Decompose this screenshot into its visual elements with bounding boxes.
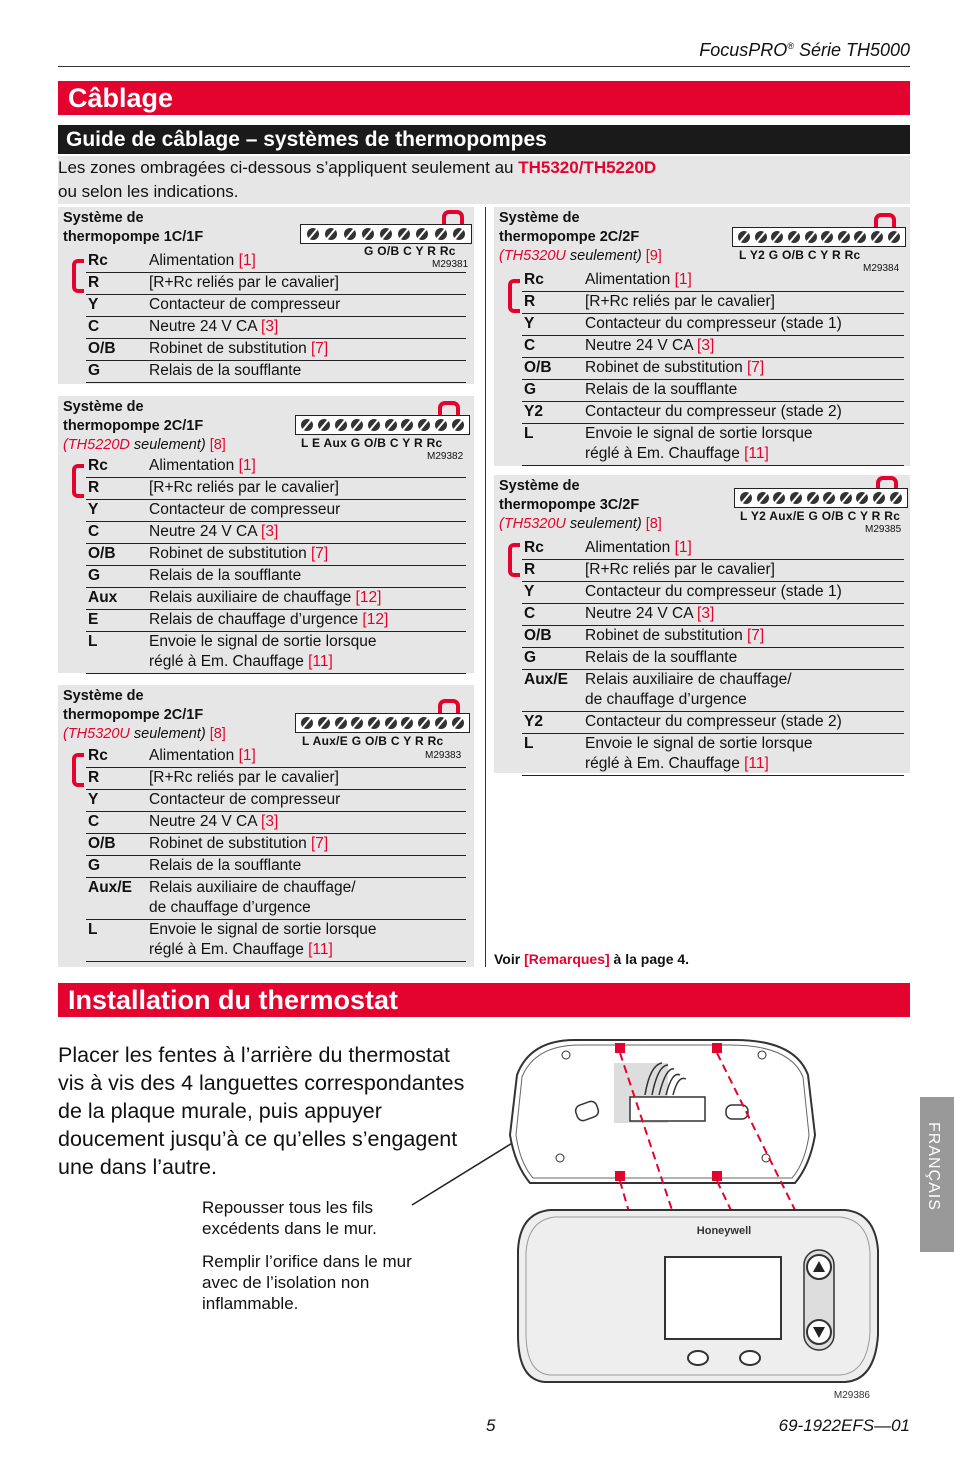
button-left-icon: [688, 1351, 708, 1365]
terminal-labels: L Y2 Aux/E G O/B C Y R Rc: [740, 509, 901, 523]
table-row: O/B Robinet de substitution [7]: [86, 544, 466, 566]
tab-marker-icon: [615, 1043, 625, 1053]
table-row: R [R+Rc reliés par le cavalier]: [522, 560, 904, 582]
wiring-table: [86, 746, 466, 962]
table-row: Y2 Contacteur du compresseur (stade 2): [522, 402, 904, 424]
jumper-bracket-icon: [72, 753, 84, 787]
table-row: E Relais de chauffage d’urgence [12]: [86, 610, 466, 632]
remarks-link[interactable]: [Remarques]: [524, 951, 610, 967]
table-row: Rc Alimentation [1]: [86, 746, 466, 768]
wiring-table: [522, 270, 904, 466]
table-row: R [R+Rc reliés par le cavalier]: [86, 273, 466, 295]
terminal-labels: L Y2 G O/B C Y R Rc: [739, 248, 861, 262]
install-tip-wires: Repousser tous les fils excédents dans le mur.: [202, 1198, 377, 1238]
terminal-labels: L Aux/E G O/B C Y R Rc: [302, 734, 444, 748]
table-row: R [R+Rc reliés par le cavalier]: [86, 478, 466, 500]
terminal-block-icon: [300, 224, 472, 244]
table-row: C Neutre 24 V CA [3]: [86, 317, 466, 339]
panel-2c1f-th5220d: Système de thermopompe 2C/1F (TH5220D seulement) [8] L E Aux G O/B C Y R Rc M29382 Rc Alimentation [1] R [R+Rc reliés par le cavalier] Y Contacteur de compresseur C Neutre 24 V CA [3] O/B Robinet de substitution [7] G Relais de la soufflante Aux Relais auxiliaire de chauffage [12] E Relais de chauffage d’urgence [12] L Envoie le signal de sortie lorsque réglé à Em. Chauffage [11]: [58, 396, 474, 673]
table-row: Y Contacteur de compresseur: [86, 790, 466, 812]
panel-title-line2: thermopompe 1C/1F: [63, 229, 204, 245]
terminal-labels: G O/B C Y R Rc: [364, 244, 456, 258]
jumper-icon: [874, 213, 896, 227]
guide-title: Guide de câblage – systèmes de thermopompes: [58, 125, 910, 154]
diagram-code: M29381: [432, 259, 469, 270]
language-tab: FRANÇAIS: [920, 1097, 954, 1252]
table-row: G Relais de la soufflante: [86, 856, 466, 878]
wiring-table: [522, 538, 904, 776]
tab-marker-icon: [712, 1171, 722, 1181]
table-row: O/B Robinet de substitution [7]: [522, 626, 904, 648]
table-row: C Neutre 24 V CA [3]: [522, 336, 904, 358]
thermostat-illustration: [400, 1035, 900, 1405]
table-row: L Envoie le signal de sortie lorsque réglé à Em. Chauffage [11]: [522, 734, 904, 776]
table-row: G Relais de la soufflante: [86, 566, 466, 588]
install-tip-insulation: Remplir l’orifice dans le mur avec de l’isolation non inflammable.: [202, 1252, 412, 1313]
guide-intro: Les zones ombragées ci-dessous s’appliquent seulement au TH5320/TH5220D ou selon les indications.: [58, 156, 910, 204]
table-row: C Neutre 24 V CA [3]: [522, 604, 904, 626]
tab-marker-icon: [615, 1171, 625, 1181]
panel-1c1f: [58, 207, 474, 384]
section-installation-title: Installation du thermostat: [58, 983, 910, 1017]
jumper-bracket-icon: [508, 279, 520, 313]
table-row: L Envoie le signal de sortie lorsque réglé à Em. Chauffage [11]: [522, 424, 904, 466]
column-divider: [485, 207, 486, 967]
table-row: Rc Alimentation [1]: [522, 538, 904, 560]
table-row: L Envoie le signal de sortie lorsque réglé à Em. Chauffage [11]: [86, 632, 466, 674]
install-instruction: Placer les fentes à l’arrière du thermostat vis à vis des 4 languettes correspondantes de la plaque murale, puis appuyer doucement jusqu’à ce qu’elles s’engagent une dans l’autre.: [58, 1043, 465, 1179]
illustration-code: M29386: [833, 1390, 870, 1401]
terminal-block-icon: [732, 227, 906, 247]
wiring-table: [86, 456, 466, 674]
table-row: Y Contacteur du compresseur (stade 1): [522, 582, 904, 604]
table-row: Aux/E Relais auxiliaire de chauffage/ de chauffage d’urgence: [522, 670, 904, 712]
header-rule: [58, 66, 910, 67]
wiring-table: [86, 251, 469, 383]
table-row: Rc Alimentation [1]: [86, 456, 466, 478]
tab-marker-icon: [712, 1043, 722, 1053]
table-row: L Envoie le signal de sortie lorsque réglé à Em. Chauffage [11]: [86, 920, 466, 962]
table-row: Aux Relais auxiliaire de chauffage [12]: [86, 588, 466, 610]
terminal-block-icon: [295, 713, 470, 733]
jumper-bracket-icon: [72, 464, 84, 498]
header-series: FocusPRO® Série TH5000: [699, 40, 910, 60]
table-row: G Relais de la soufflante: [522, 380, 904, 402]
jumper-icon: [442, 210, 464, 224]
diagram-code: M29383: [425, 750, 462, 761]
diagram-code: M29382: [427, 451, 464, 462]
section-cablage-title: Câblage: [58, 81, 910, 115]
table-row: O/B Robinet de substitution [7]: [86, 834, 466, 856]
panel-2c2f: Système de thermopompe 2C/2F (TH5320U seulement) [9] L Y2 G O/B C Y R Rc M29384 Rc Alimentation [1] R [R+Rc reliés par le cavalier] Y Contacteur du compresseur (stade 1) C Neutre 24 V CA [3] O/B Robinet de substitution [7] G Relais de la soufflante Y2 Contacteur du compresseur (stade 2) L Envoie le signal de sortie lorsque réglé à Em. Chauffage [11]: [494, 207, 910, 466]
panel-2c1f-th5320u: Système de thermopompe 2C/1F (TH5320U seulement) [8] L Aux/E G O/B C Y R Rc M29383 Rc Alimentation [1] R [R+Rc reliés par le cavalier] Y Contacteur de compresseur C Neutre 24 V CA [3] O/B Robinet de substitution [7] G Relais de la soufflante Aux/E Relais auxiliaire de chauffage/ de chauffage d’urgence L Envoie le signal de sortie lorsque réglé à Em. Chauffage [11]: [58, 685, 474, 967]
panel-3c2f: Système de thermopompe 3C/2F (TH5320U seulement) [8] L Y2 Aux/E G O/B C Y R Rc M29385 Rc Alimentation [1] R [R+Rc reliés par le cavalier] Y Contacteur du compresseur (stade 1) C Neutre 24 V CA [3] O/B Robinet de substitution [7] G Relais de la soufflante Aux/E Relais auxiliaire de chauffage/ de chauffage d’urgence Y2 Contacteur du compresseur (stade 2) L Envoie le signal de sortie lorsque réglé à Em. Chauffage [11]: [494, 475, 910, 773]
table-row: R [R+Rc reliés par le cavalier]: [522, 292, 904, 314]
table-row: G Relais de la soufflante: [86, 361, 466, 383]
table-row: Rc Alimentation [1]: [86, 251, 466, 273]
button-right-icon: [740, 1351, 760, 1365]
table-row: O/B Robinet de substitution [7]: [522, 358, 904, 380]
brand-logo: Honeywell: [696, 1225, 752, 1237]
table-row: Rc Alimentation [1]: [522, 270, 904, 292]
thermostat-display-icon: [665, 1257, 781, 1339]
table-row: C Neutre 24 V CA [3]: [86, 522, 466, 544]
terminal-block-icon: [734, 488, 908, 508]
terminal-block-icon: [295, 415, 470, 435]
terminal-labels: L E Aux G O/B C Y R Rc: [301, 436, 443, 450]
table-row: O/B Robinet de substitution [7]: [86, 339, 466, 361]
table-row: R [R+Rc reliés par le cavalier]: [86, 768, 466, 790]
table-row: Y Contacteur de compresseur: [86, 295, 466, 317]
jumper-icon: [438, 699, 460, 713]
diagram-code: M29385: [865, 524, 902, 535]
table-row: G Relais de la soufflante: [522, 648, 904, 670]
panel-title-line1: Système de: [63, 210, 144, 226]
jumper-bracket-icon: [508, 543, 520, 577]
jumper-bracket-icon: [72, 259, 84, 293]
table-row: Aux/E Relais auxiliaire de chauffage/ de chauffage d’urgence: [86, 878, 466, 920]
document-number: 69-1922EFS—01: [778, 1416, 910, 1435]
remarks-note: Voir [Remarques] à la page 4.: [494, 951, 690, 967]
table-row: C Neutre 24 V CA [3]: [86, 812, 466, 834]
table-row: Y Contacteur du compresseur (stade 1): [522, 314, 904, 336]
jumper-icon: [438, 401, 460, 415]
wallplate-slot-icon: [726, 1105, 748, 1119]
table-row: Y2 Contacteur du compresseur (stade 2): [522, 712, 904, 734]
page-number: 5: [486, 1416, 496, 1435]
diagram-code: M29384: [863, 263, 900, 274]
table-row: Y Contacteur de compresseur: [86, 500, 466, 522]
